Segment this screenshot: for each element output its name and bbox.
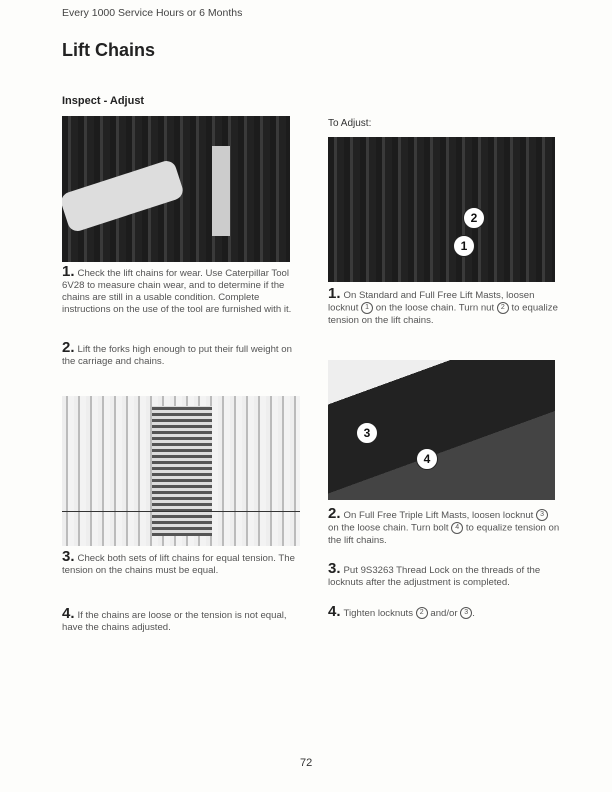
step-number: 4. [328, 603, 341, 620]
step-text: Put 9S3263 Thread Lock on the threads of the locknuts after the adjustment is completed. [328, 565, 541, 588]
callout-4: 4 [416, 448, 438, 470]
photo-chain-wear-tool [62, 116, 290, 262]
step-number: 3. [62, 548, 75, 565]
circled-number: 4 [451, 522, 463, 534]
page-number: 72 [300, 757, 313, 769]
step-text: on the loose chain. Turn nut [375, 302, 495, 314]
circled-number: 3 [460, 607, 472, 619]
to-adjust-heading: To Adjust: [328, 118, 372, 129]
photo-triple-mast-adjust [328, 360, 555, 500]
step-text: Lift the forks high enough to put their full weight on the carriage and chains. [62, 344, 292, 367]
step-number: 4. [62, 605, 75, 622]
right-step-1 [328, 285, 560, 327]
page-title: Lift Chains [62, 40, 155, 60]
circled-number: 2 [416, 607, 428, 619]
step-text: and/or [430, 608, 458, 619]
right-step-4 [328, 603, 560, 620]
step-text: On Standard and Full Free Lift Masts, loosen locknut [328, 290, 535, 314]
running-header: Every 1000 Service Hours or 6 Months [62, 7, 243, 19]
left-step-4 [62, 605, 300, 634]
left-step-1 [62, 263, 300, 316]
step-number: 2. [62, 339, 75, 356]
step-number: 2. [328, 505, 341, 522]
step-text: Check the lift chains for wear. Use Caterpillar Tool 6V28 to measure chain wear, and to determine if the chains are still in a usable condition. Complete instructions on the use of the tool are furnished with it. [62, 268, 292, 315]
section-heading: Inspect - Adjust [62, 95, 145, 107]
photo-standard-mast-adjust [328, 137, 555, 282]
step-number: 3. [328, 560, 341, 577]
callout-3: 3 [356, 422, 378, 444]
left-step-2 [62, 339, 300, 368]
circled-number: 1 [361, 302, 373, 314]
callout-1: 1 [453, 235, 475, 257]
step-text: to equalize tension on the lift chains. [328, 302, 558, 326]
step-text: on the loose chain. Turn bolt [328, 522, 449, 534]
step-number: 1. [328, 285, 341, 302]
step-text: Check both sets of lift chains for equal tension. The tension on the chains must be equal. [62, 553, 295, 576]
right-step-2 [328, 505, 560, 547]
photo-chain-tension [62, 396, 300, 546]
circled-number: 3 [536, 509, 548, 521]
step-text: . [472, 608, 475, 619]
step-text: On Full Free Triple Lift Masts, loosen locknut [343, 510, 534, 521]
step-text: Tighten locknuts [343, 608, 414, 619]
left-step-3 [62, 548, 300, 577]
step-number: 1. [62, 263, 75, 280]
step-text: to equalize tension on the lift chains. [328, 522, 560, 546]
step-text: If the chains are loose or the tension is not equal, have the chains adjusted. [62, 610, 287, 633]
callout-2: 2 [463, 207, 485, 229]
circled-number: 2 [497, 302, 509, 314]
right-step-3 [328, 560, 560, 589]
